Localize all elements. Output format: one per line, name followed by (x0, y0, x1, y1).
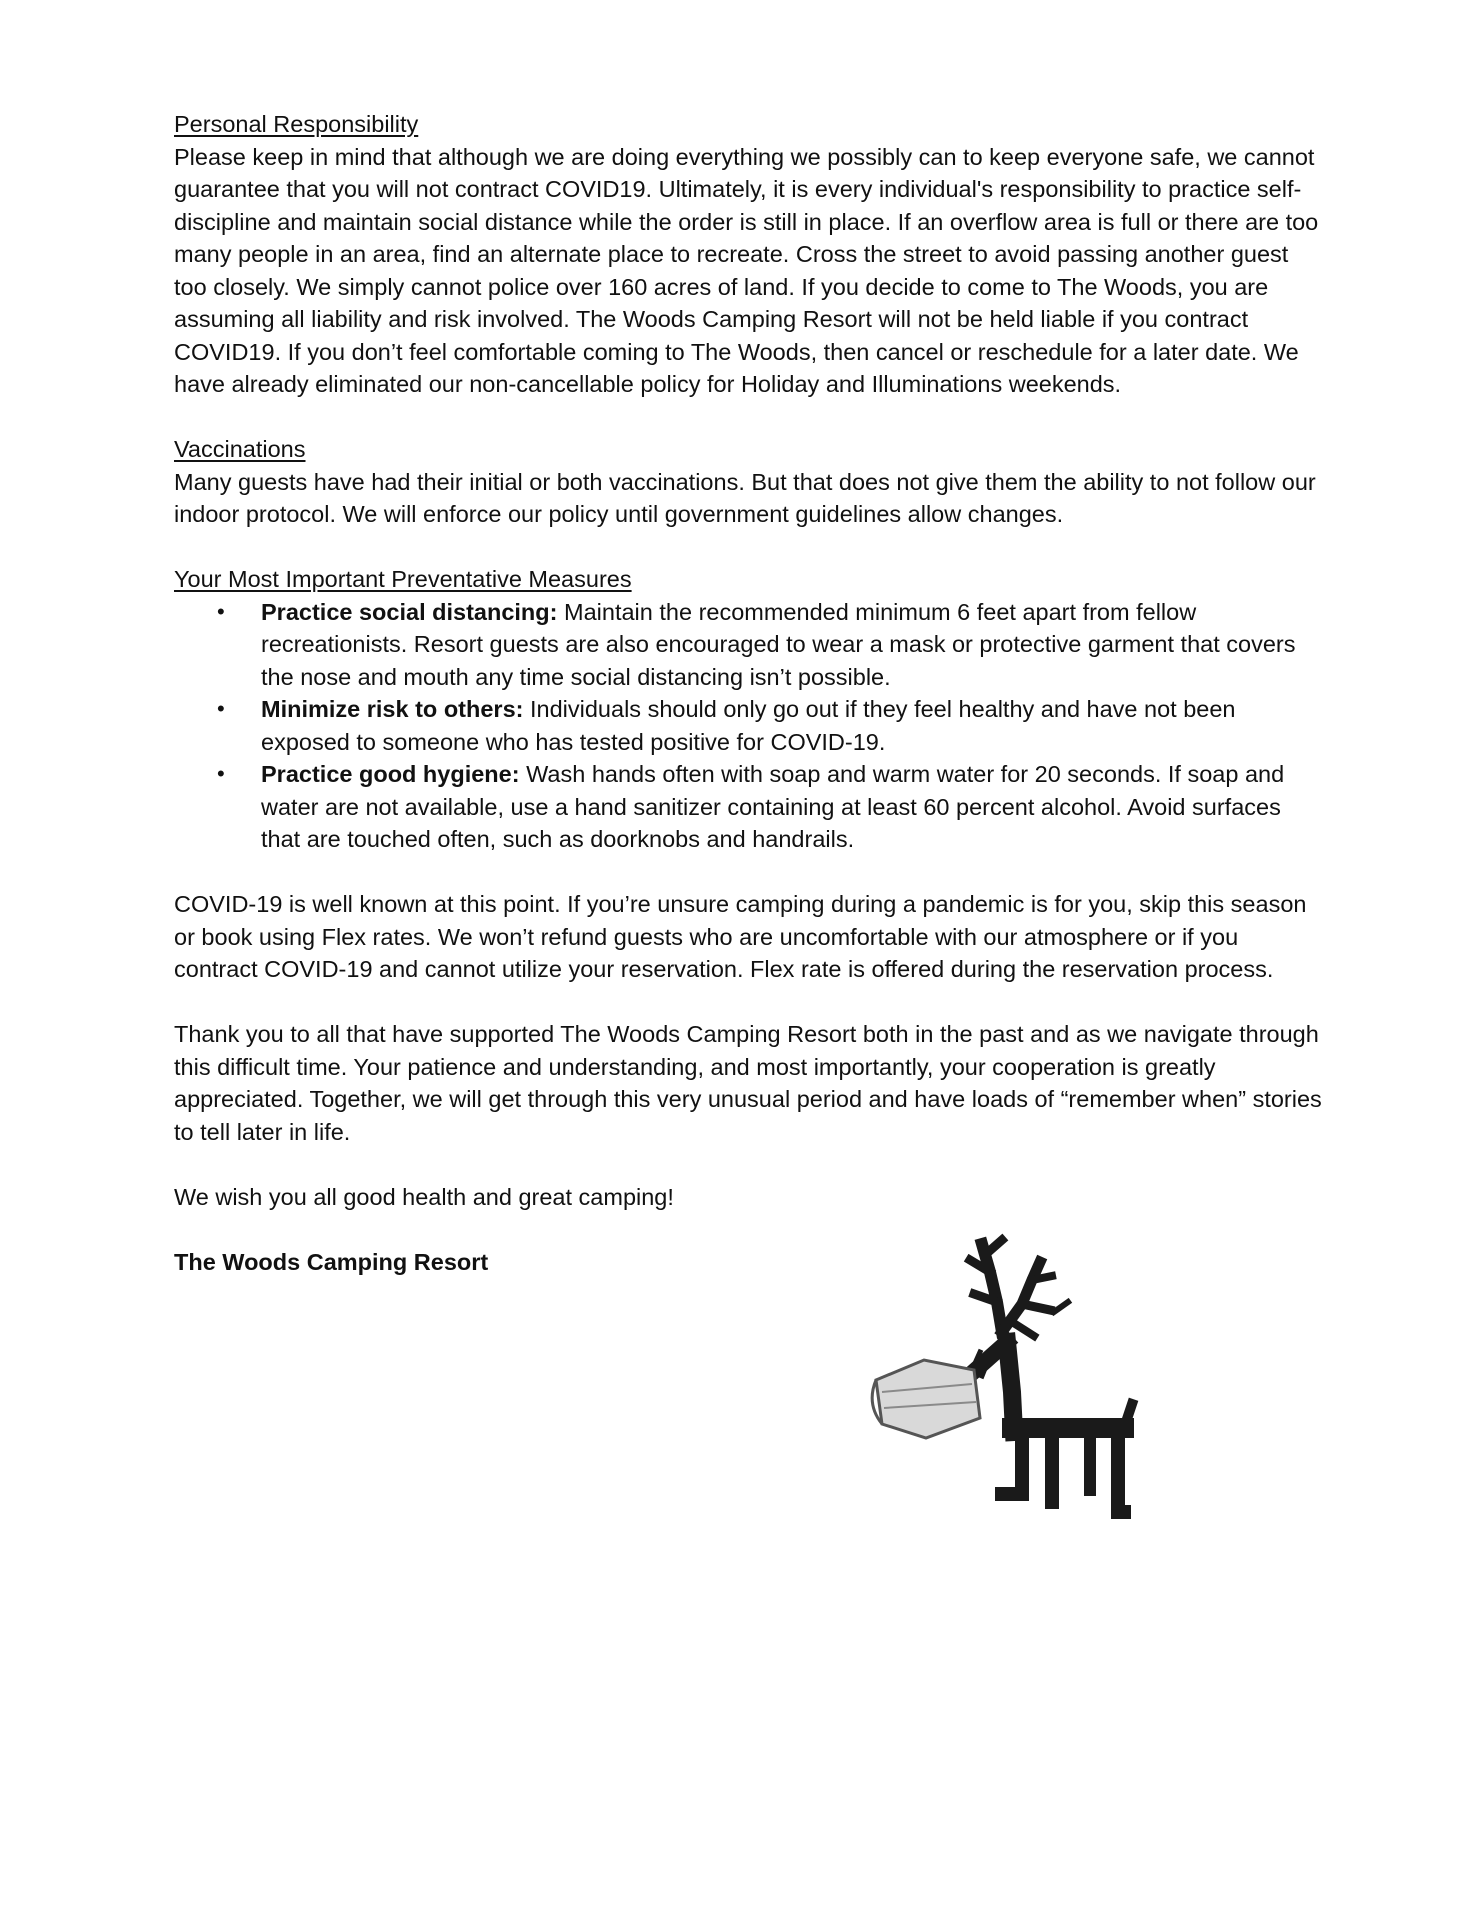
vaccinations-heading: Vaccinations (174, 436, 306, 462)
measure-title: Practice social distancing: (261, 598, 558, 625)
personal-responsibility-body: Please keep in mind that although we are doing everything we possibly can to keep everyone safe, we cannot guarantee that you will not contract COVID19. Ultimately, it is every individual's responsibility to practice self-discipline and maintain social distance while the order is still in place. If an overflow area is full or there are too many people in an area, find an alternate place to recreate. Cross the street to avoid passing another guest too closely. We simply cannot police over 160 acres of land. If you decide to come to The Woods, you are assuming all liability and risk involved. The Woods Camping Resort will not be held liable if you contract COVID19. If you don’t feel comfortable coming to The Woods, then cancel or reschedule for a later date. We have already eliminated our non-cancellable policy for Holiday and Illuminations weekends. (174, 143, 1319, 397)
list-item (174, 693, 1324, 758)
preventative-measures-section (174, 563, 1324, 856)
list-item (174, 596, 1324, 694)
personal-responsibility-heading: Personal Responsibility (174, 111, 419, 137)
flex-rates-paragraph: COVID-19 is well known at this point. If you’re unsure camping during a pandemic is for you, skip this season or book using Flex rates. We won’t refund guests who are uncomfortable with our atmosphere or if you contract COVID-19 and cannot utilize your reservation. Flex rate is offered during the reservation process. (174, 891, 1307, 982)
bullet-icon: • (217, 761, 225, 786)
masked-reindeer-icon (862, 1232, 1142, 1522)
measure-text: Wash hands often with soap and warm water for 20 seconds. If soap and water are not available, use a hand sanitizer containing at least 60 percent alcohol. Avoid surfaces that are touched often, such as doorknobs and handrails. (261, 761, 1285, 852)
personal-responsibility-section (174, 108, 1324, 401)
vaccinations-body: Many guests have had their initial or both vaccinations. But that does not give them the ability to not follow our indoor protocol. We will enforce our policy until government guidelines allow changes. (174, 468, 1316, 527)
list-item (174, 758, 1324, 856)
measure-text: Maintain the recommended minimum 6 feet apart from fellow recreationists. Resort guests are also encouraged to wear a mask or protective garment that covers the nose and mouth any time social distancing isn’t possible. (261, 598, 1296, 690)
closing-line: We wish you all good health and great camping! (174, 1183, 674, 1210)
measure-title: Practice good hygiene: (261, 761, 520, 787)
signature: The Woods Camping Resort (174, 1248, 489, 1275)
document-page (174, 108, 1324, 1278)
vaccinations-section (174, 433, 1324, 531)
measure-title: Minimize risk to others: (261, 696, 524, 722)
preventative-measures-list (174, 596, 1324, 856)
thank-you-paragraph: Thank you to all that have supported The Woods Camping Resort both in the past and as we navigate through this difficult time. Your patience and understanding, and most importantly, your cooperation is greatly appreciated. Together, we will get through this very unusual period and have loads of “remember when” stories to tell later in life. (174, 1021, 1322, 1145)
bullet-icon: • (217, 598, 225, 624)
measure-text: Individuals should only go out if they feel healthy and have not been exposed to someone who has tested positive for COVID-19. (261, 696, 1236, 755)
bullet-icon: • (217, 696, 225, 721)
preventative-measures-heading: Your Most Important Preventative Measures (174, 566, 632, 592)
